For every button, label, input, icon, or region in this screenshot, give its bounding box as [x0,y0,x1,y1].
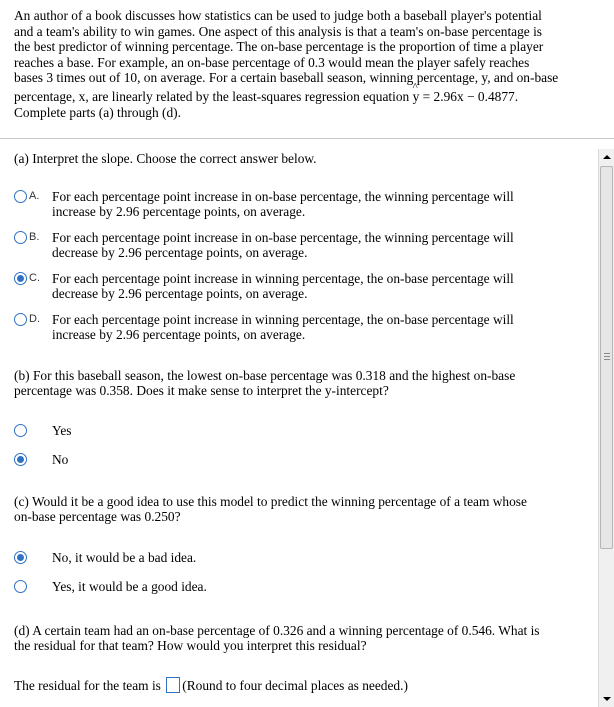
option-text [52,271,597,302]
radio-c-selected[interactable] [14,272,27,285]
option-a[interactable] [14,189,598,221]
part-c-question [14,494,598,525]
equation-text: = 2.96x − 0.4877. [419,88,519,104]
radio-good-idea[interactable] [14,580,27,593]
part-b-question [14,368,598,399]
option-letter: C. [29,272,40,284]
option-d[interactable] [14,312,598,344]
option-line: increase by 2.96 percentage points, on average. [52,327,306,343]
radio-d[interactable] [14,313,27,326]
scroll-down-arrow-icon[interactable] [599,691,614,707]
option-text [52,189,597,220]
problem-statement [14,8,610,120]
answer-hint: (Round to four decimal places as needed.) [182,678,408,693]
radio-a[interactable] [14,190,27,203]
section-divider [0,138,614,139]
part-d-question [14,623,598,654]
option-b[interactable] [14,230,598,262]
vertical-scrollbar[interactable] [598,149,614,707]
option-line: For each percentage point increase in on-base percentage, the winning percentage will [52,189,514,204]
option-line: increase by 2.96 percentage points, on average. [52,204,306,220]
part-a-question: (a) Interpret the slope. Choose the correct answer below. [14,151,317,166]
question-line: the residual for that team? How would you interpret this residual? [14,638,367,654]
regression-equation-line [14,89,610,105]
intro-text: percentage, x, are linearly related by the least-squares regression equation [14,88,413,104]
option-text [52,230,597,261]
option-line: decrease by 2.96 percentage points, on average. [52,286,308,302]
question-line: on-base percentage was 0.250? [14,509,181,525]
residual-answer-row [14,677,598,693]
intro-line: Complete parts (a) through (d). [14,104,181,120]
scroll-up-arrow-icon[interactable] [599,149,614,165]
scrollbar-thumb[interactable] [600,166,613,549]
question-line: (c) Would it be a good idea to use this model to predict the winning percentage of a team whose [14,494,527,509]
answer-prefix: The residual for the team is [14,678,161,693]
intro-line: and a team's ability to win games. One aspect of this analysis is that a team's on-base percentage is [14,23,543,39]
radio-no-selected[interactable] [14,453,27,466]
option-good-idea[interactable] [14,579,598,597]
residual-input[interactable] [166,677,180,693]
option-line: For each percentage point increase in winning percentage, the on-base percentage will [52,271,514,286]
radio-bad-idea-selected[interactable] [14,551,27,564]
question-line: percentage was 0.358. Does it make sense to interpret the y-intercept? [14,383,389,399]
option-letter: B. [29,231,40,243]
option-c[interactable] [14,271,598,303]
option-line: decrease by 2.96 percentage points, on average. [52,245,308,261]
radio-b[interactable] [14,231,27,244]
intro-line: An author of a book discusses how statistics can be used to judge both a baseball player's potential [14,8,542,23]
option-letter: A. [29,190,40,202]
option-label: No [52,452,69,467]
intro-line: the best predictor of winning percentage. The on-base percentage is the proportion of time a player [14,39,544,55]
option-no[interactable] [14,452,598,470]
intro-line: reaches a base. For example, an on-base percentage of 0.3 would mean the player safely reaches [14,54,530,70]
option-line: For each percentage point increase in on-base percentage, the winning percentage will [52,230,514,245]
option-letter: D. [29,313,40,325]
radio-yes[interactable] [14,424,27,437]
option-text [52,312,597,343]
option-label: Yes [52,423,72,438]
grip-icon [604,353,610,360]
option-bad-idea[interactable] [14,550,598,568]
question-line: (d) A certain team had an on-base percentage of 0.326 and a winning percentage of 0.546. What is [14,623,540,638]
intro-line: bases 3 times out of 10, on average. For a certain baseball season, winning percentage, y, and on-base [14,70,559,86]
option-yes[interactable] [14,423,598,441]
question-line: (b) For this baseball season, the lowest on-base percentage was 0.318 and the highest on-base [14,368,516,383]
option-label: Yes, it would be a good idea. [52,579,207,594]
y-hat-symbol: ^ y [413,89,420,105]
option-line: For each percentage point increase in winning percentage, the on-base percentage will [52,312,514,327]
option-label: No, it would be a bad idea. [52,550,197,565]
